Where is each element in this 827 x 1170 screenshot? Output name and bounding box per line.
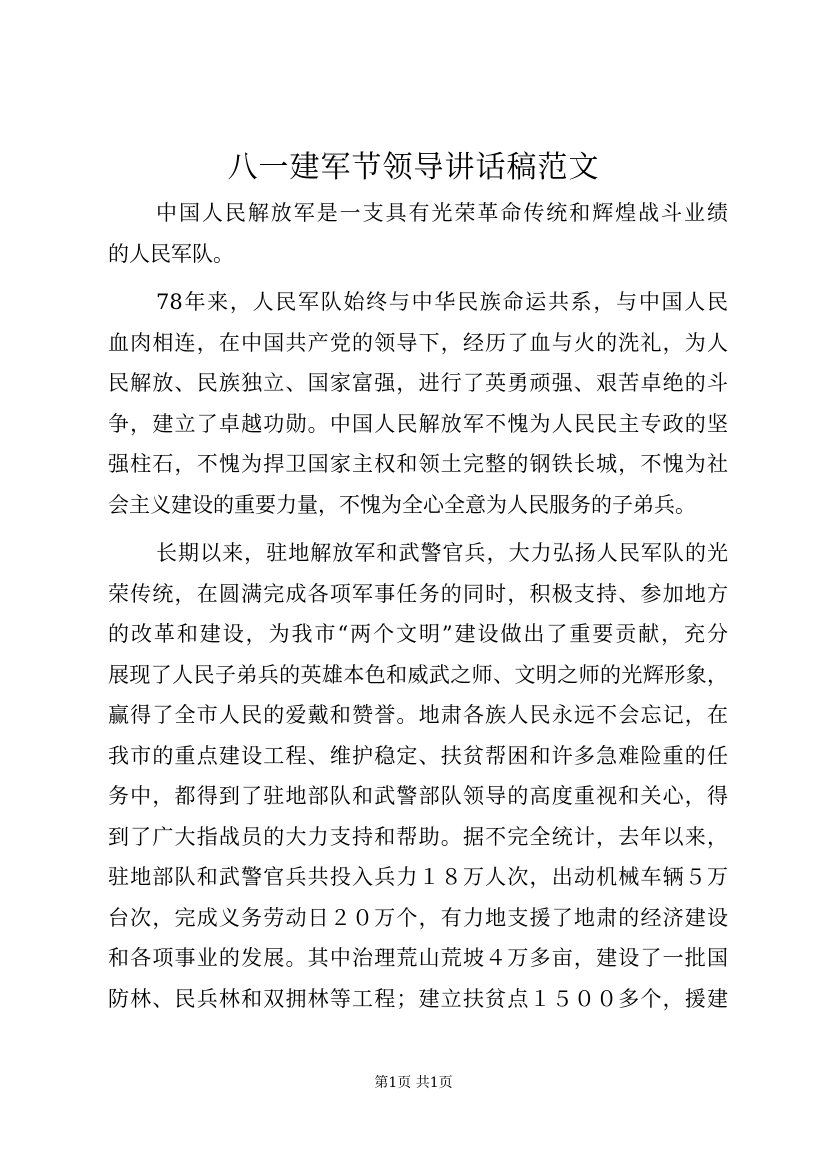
text-line: 民解放、民族独立、国家富强，进行了英勇顽强、艰苦卓绝的斗 <box>108 371 728 395</box>
text-line: 赢得了全市人民的爱戴和赞誉。地肃各族人民永远不会忘记，在 <box>108 703 728 727</box>
text-line: 到了广大指战员的大力支持和帮助。据不完全统计，去年以来， <box>108 824 728 849</box>
text-line: 驻地部队和武警官兵共投入兵力１８万人次，出动机械车辆５万 <box>108 865 728 889</box>
text-line: 和各项事业的发展。其中治理荒山荒坡４万多亩，建设了一批国 <box>108 946 728 970</box>
text-line: 我市的重点建设工程、维护稳定、扶贫帮困和许多急难险重的任 <box>108 743 728 768</box>
document-body <box>108 193 728 1019</box>
document-title: 八一建军节领导讲话稿范文 <box>227 150 600 185</box>
text-line: 会主义建设的重要力量，不愧为全心全意为人民服务的子弟兵。 <box>108 492 696 517</box>
text-line: 台次，完成义务劳动日２０万个，有力地支援了地肃的经济建设 <box>108 905 728 930</box>
page-footer: 第1页 共1页 <box>374 1075 453 1091</box>
text-line: 务中，都得到了驻地部队和武警部队领导的高度重视和关心，得 <box>108 784 728 808</box>
text-line: 长期以来，驻地解放军和武警官兵，大力弘扬人民军队的光 <box>156 541 728 565</box>
text-line: 中国人民解放军是一支具有光荣革命传统和辉煌战斗业绩 <box>156 201 728 225</box>
text-line: 的改革和建设，为我市“两个文明”建设做出了重要贡献，充分 <box>108 622 728 646</box>
text-line: 78年来，人民军队始终与中华民族命运共系，与中国人民 <box>156 290 728 314</box>
text-line: 的人民军队。 <box>108 241 234 266</box>
text-line: 防林、民兵林和双拥林等工程；建立扶贫点１５００多个，援建 <box>108 986 728 1011</box>
text-line: 血肉相连，在中国共产党的领导下，经历了血与火的洗礼，为人 <box>108 330 728 355</box>
paragraph <box>108 533 728 1019</box>
paragraph <box>108 282 728 525</box>
text-line: 荣传统，在圆满完成各项军事任务的同时，积极支持、参加地方 <box>108 581 728 606</box>
paragraph <box>108 193 728 274</box>
text-line: 强柱石，不愧为捍卫国家主权和领土完整的钢铁长城，不愧为社 <box>108 452 728 476</box>
text-line: 展现了人民子弟兵的英雄本色和威武之师、文明之师的光辉形象， <box>108 662 728 687</box>
paragraph-gap <box>108 525 728 533</box>
paragraph-gap <box>108 274 728 282</box>
text-line: 争，建立了卓越功勋。中国人民解放军不愧为人民民主专政的坚 <box>108 411 728 436</box>
